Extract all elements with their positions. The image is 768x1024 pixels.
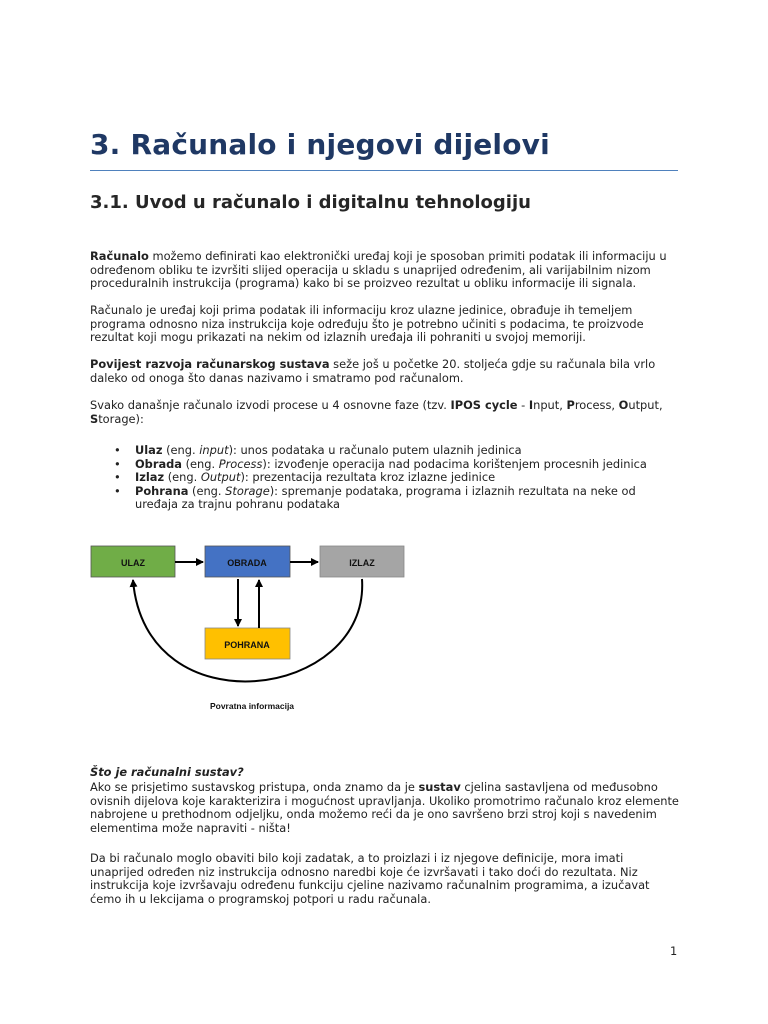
list-item	[90, 485, 680, 512]
paragraph-text: Svako današnje računalo izvodi procese u 4 osnovne faze (tzv.	[90, 398, 451, 412]
list-item	[90, 444, 680, 458]
page-number: 1	[670, 944, 678, 958]
section-heading: 3.1. Uvod u računalo i digitalnu tehnologiju	[90, 192, 531, 213]
ipos-word-process: rocess,	[574, 398, 619, 412]
ipos-letter-o: O	[618, 398, 629, 412]
ipos-letter-s: S	[90, 411, 99, 426]
paragraph-system	[90, 781, 680, 835]
ipos-word-input: nput,	[533, 398, 567, 412]
bullet-glyph: •	[114, 483, 121, 498]
ipos-letter-i: I	[528, 398, 534, 412]
ipos-word-output: utput,	[628, 398, 663, 412]
paragraph-definition	[90, 250, 680, 291]
list-term: Ulaz	[135, 443, 163, 457]
izlaz-label: IZLAZ	[349, 558, 375, 568]
obrada-label: OBRADA	[227, 558, 267, 568]
paragraph-text: Ako se prisjetimo sustavskog pristupa, onda znamo da je	[90, 780, 419, 794]
pohrana-label: POHRANA	[224, 640, 270, 650]
list-item	[90, 458, 680, 472]
paragraph-description: Računalo je uređaj koji prima podatak ili informaciju kroz ulazne jedinice, obrađuje ih temeljem programa odnosno niza instrukcija koje određuju što je potrebno učiniti s podacima, te proizvode rezultat koji mogu prikazati na nekim od izlaznih uređaja ili pohraniti u svojoj memoriji.	[90, 303, 644, 345]
ipos-letter-p: P	[566, 398, 575, 412]
paragraph-ipos	[90, 399, 680, 426]
paragraph-programs: Da bi računalo moglo obaviti bilo koji zadatak, a to proizlazi i iz njegove definicije, mora imati unaprijed određen niz instrukcija odnosno naredbi koje će izvršavati i tako doći do rezultata. Niz instrukcija koje izvršavaju određenu funkciju cjeline nazivamo računalnim programima, a izučavat ćemo ih u lekcijama o programskoj potpori u radu računala.	[90, 851, 650, 906]
term-racunalo: Računalo	[90, 249, 149, 263]
ipos-diagram	[80, 536, 420, 722]
list-term: Izlaz	[135, 470, 165, 485]
list-text: (eng.	[164, 470, 201, 485]
bullet-glyph: •	[114, 443, 121, 457]
title-underline	[90, 170, 678, 171]
list-text: (eng.	[188, 483, 226, 498]
list-text: ): prezentacija rezultata kroz izlazne jedinice	[240, 470, 496, 485]
bullet-glyph: •	[114, 470, 121, 485]
list-english-term: Output	[200, 470, 241, 485]
list-english-term: Storage	[225, 483, 270, 498]
list-item	[90, 471, 680, 485]
term-ipos: IPOS cycle	[450, 398, 518, 412]
list-term: Pohrana	[135, 483, 189, 498]
list-text: (eng.	[181, 456, 219, 471]
ipos-phase-list	[90, 444, 680, 512]
separator: -	[517, 398, 529, 412]
term-history: Povijest razvoja računarskog sustava	[90, 357, 330, 371]
term-sustav: sustav	[418, 780, 461, 794]
list-english-term: Process	[218, 456, 263, 471]
paragraph-text: možemo definirati kao elektronički uređaj koji je sposoban primiti podatak ili informaciju u određenom obliku te izvršiti slijed operacija u skladu s unaprijed određenim, ali varijabilnim nizom proceduralnih instrukcija (programa) kako bi se proizveo rezultat u obliku informacije ili signala.	[90, 249, 667, 291]
list-text: ): spremanje podataka, programa i izlaznih rezultata na neke od uređaja za trajnu pohranu podataka	[135, 483, 636, 512]
question-heading: Što je računalni sustav?	[90, 765, 244, 779]
list-text: (eng.	[162, 443, 200, 457]
list-text: ): unos podataka u računalo putem ulaznih jedinica	[228, 443, 522, 457]
bullet-glyph: •	[114, 456, 121, 471]
page-title: 3. Računalo i njegovi dijelovi	[90, 128, 550, 161]
ipos-word-storage: torage):	[98, 411, 144, 426]
list-english-term: input	[199, 443, 229, 457]
ulaz-label: ULAZ	[121, 558, 145, 568]
feedback-label: Povratna informacija	[209, 701, 295, 711]
paragraph-text: cjelina sastavljena od međusobno ovisnih dijelova koje karakterizira i mogućnost upravljanja. Ukoliko promotrimo računalo kroz elemente nabrojene u prethodnom odjeljku, onda možemo reći da je ono savršeno brzi stroj koji s navedenim elementima može napraviti - ništa!	[90, 780, 679, 835]
paragraph-text: seže još u početke 20. stoljeća gdje su računala bila vrlo daleko od onoga što danas nazivamo i smatramo pod računalom.	[90, 357, 656, 385]
list-text: ): izvođenje operacija nad podacima korištenjem procesnih jedinica	[262, 456, 647, 471]
paragraph-history	[90, 358, 680, 385]
list-term: Obrada	[135, 456, 182, 471]
